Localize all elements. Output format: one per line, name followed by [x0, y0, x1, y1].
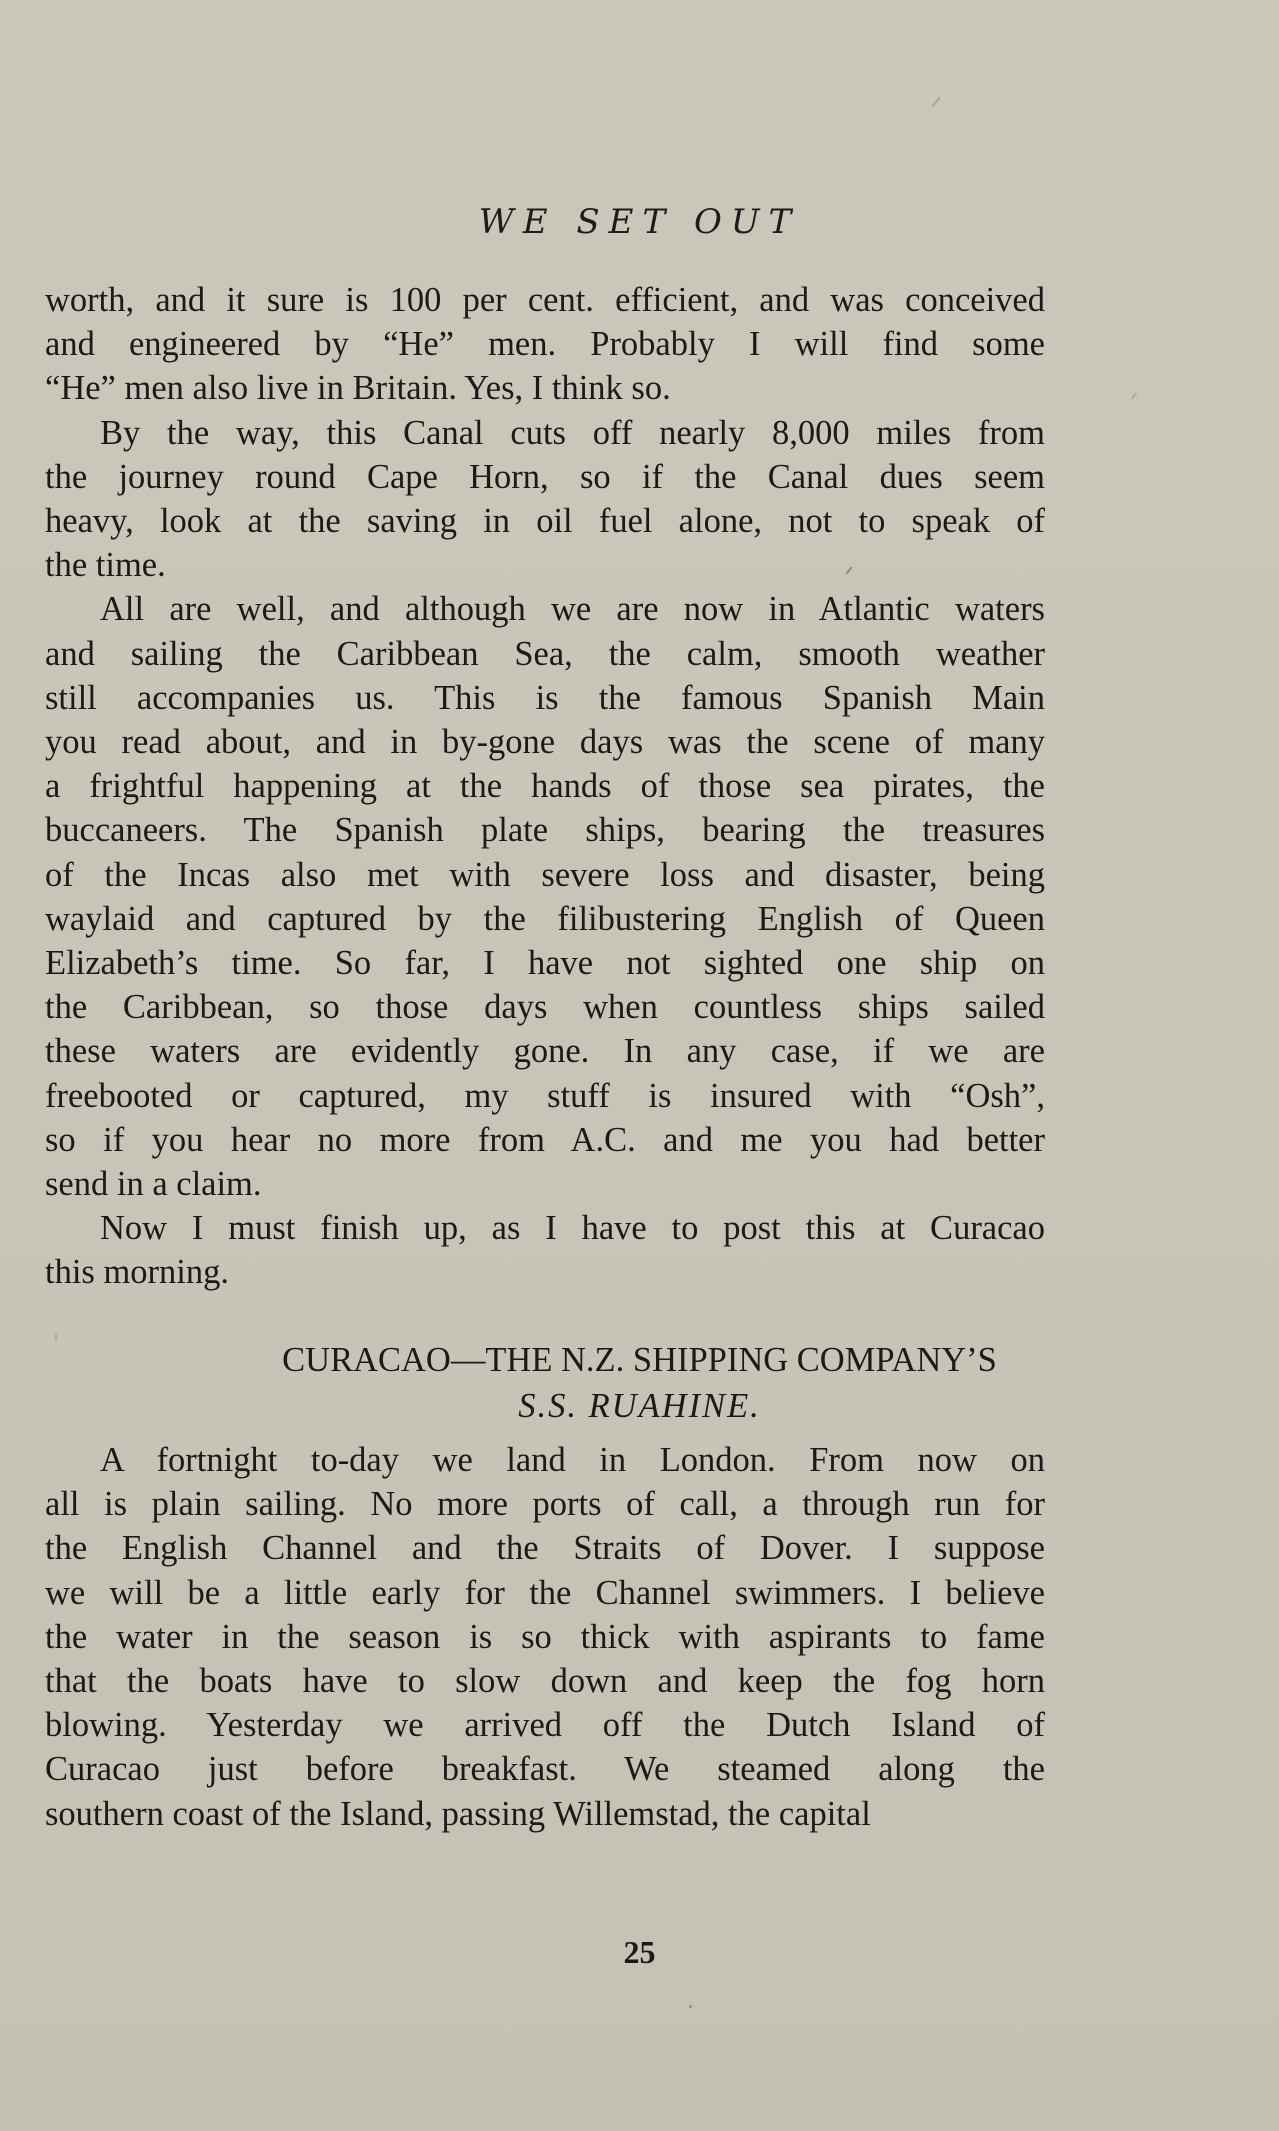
text-line: southern coast of the Island, passing Willemstad, the capital: [45, 1794, 871, 1833]
section-heading-ship-name: S.S. RUAHINE.: [518, 1387, 761, 1425]
text-line: blowing. Yesterday we arrived off the Dutch Island of: [45, 1706, 1045, 1745]
body-text-after-heading: [45, 1438, 1045, 1836]
text-line: Elizabeth’s time. So far, I have not sighted one ship on: [45, 944, 1045, 983]
text-line: Now I must finish up, as I have to post this at Curacao: [100, 1209, 1045, 1248]
text-line: the journey round Cape Horn, so if the Canal dues seem: [45, 457, 1045, 496]
text-line: this morning.: [45, 1253, 230, 1292]
paper-speck: [689, 2005, 692, 2008]
text-line: of the Incas also met with severe loss and disaster, being: [45, 855, 1045, 894]
text-line: A fortnight to-day we land in London. From now on: [100, 1441, 1045, 1479]
paragraph: [45, 278, 1045, 411]
text-line: and sailing the Caribbean Sea, the calm, smooth weather: [45, 634, 1045, 673]
section-heading-title: CURACAO—THE N.Z. SHIPPING COMPANY’S: [282, 1341, 997, 1379]
text-line: By the way, this Canal cuts off nearly 8,000 miles from: [100, 413, 1045, 452]
text-line: All are well, and although we are now in Atlantic waters: [100, 590, 1045, 629]
text-line: these waters are evidently gone. In any case, if we are: [45, 1032, 1045, 1071]
text-line: the English Channel and the Straits of Dover. I suppose: [45, 1529, 1045, 1568]
text-line: worth, and it sure is 100 per cent. efficient, and was conceived: [45, 281, 1045, 319]
paragraph: [45, 1206, 1045, 1294]
text-line: freebooted or captured, my stuff is insured with “Osh”,: [45, 1076, 1045, 1115]
paper-speck: [1131, 392, 1138, 399]
paragraph: [45, 411, 1045, 588]
text-line: still accompanies us. This is the famous Spanish Main: [45, 678, 1045, 717]
text-line: and engineered by “He” men. Probably I will find some: [45, 325, 1045, 364]
text-line: that the boats have to slow down and keep the fog horn: [45, 1662, 1045, 1701]
text-line: a frightful happening at the hands of those sea pirates, the: [45, 767, 1045, 806]
text-line: Curacao just before breakfast. We steamed along the: [45, 1750, 1045, 1789]
body-text-before-heading: [45, 278, 1045, 1295]
text-line: we will be a little early for the Channel swimmers. I believe: [45, 1573, 1045, 1612]
section-heading: [0, 1337, 1279, 1429]
text-line: the time.: [45, 546, 166, 585]
text-line: waylaid and captured by the filibustering English of Queen: [45, 899, 1045, 938]
text-line: so if you hear no more from A.C. and me you had better: [45, 1120, 1045, 1159]
text-line: heavy, look at the saving in oil fuel alone, not to speak of: [45, 502, 1045, 541]
paper-speck: [931, 97, 940, 107]
paragraph: [45, 1438, 1045, 1836]
text-line: all is plain sailing. No more ports of call, a through run for: [45, 1485, 1045, 1524]
text-line: the Caribbean, so those days when countless ships sailed: [45, 988, 1045, 1027]
text-line: you read about, and in by-gone days was the scene of many: [45, 723, 1045, 762]
text-line: buccaneers. The Spanish plate ships, bearing the treasures: [45, 811, 1045, 850]
paragraph: [45, 587, 1045, 1206]
paper-speck: [55, 1333, 57, 1341]
text-line: “He” men also live in Britain. Yes, I think so.: [45, 369, 671, 408]
text-line: send in a claim.: [45, 1165, 262, 1204]
running-head: WE SET OUT: [478, 202, 801, 242]
page-number: 25: [623, 1934, 656, 1970]
text-line: the water in the season is so thick with aspirants to fame: [45, 1617, 1045, 1656]
